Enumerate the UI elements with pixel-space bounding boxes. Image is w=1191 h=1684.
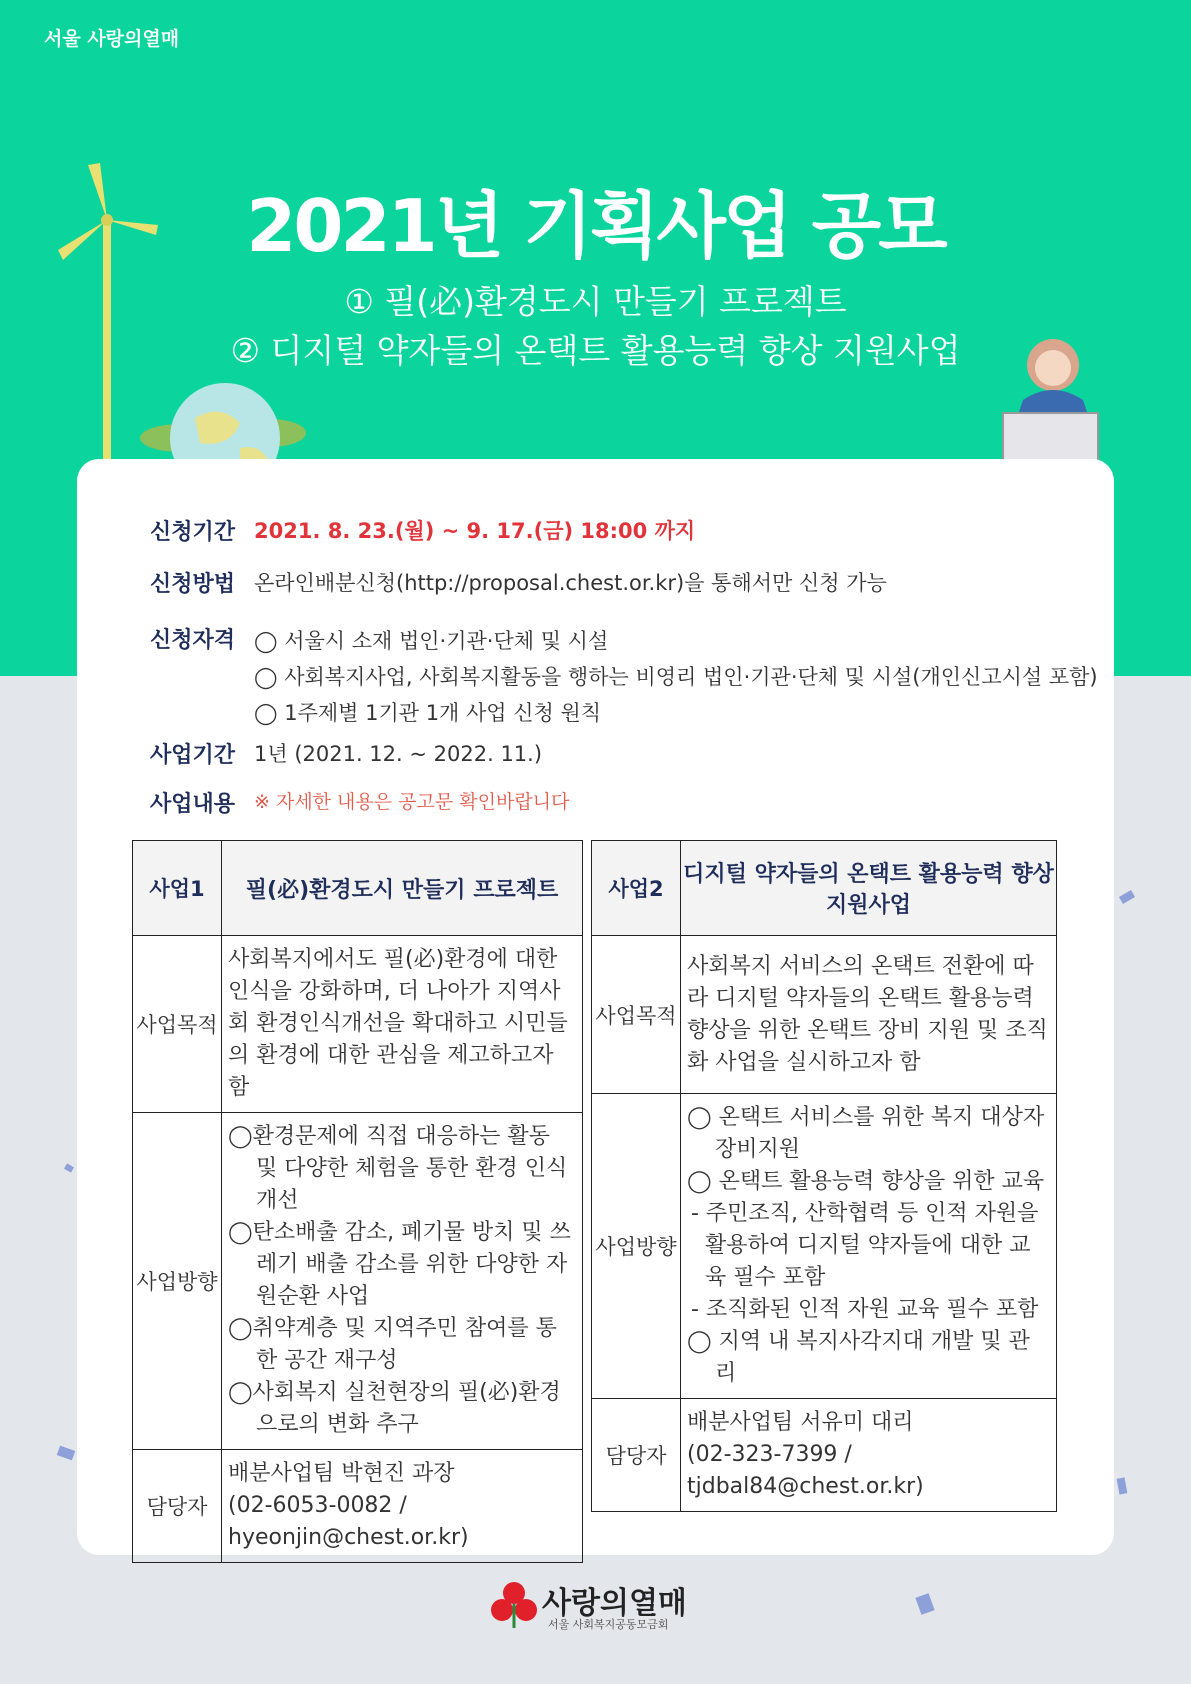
- footer-logo-subtext: 서울 사회복지공동모금회: [548, 1618, 669, 1631]
- biz1-title: 필(必)환경도시 만들기 프로젝트: [222, 841, 583, 936]
- biz2-direction-label: 사업방향: [592, 1094, 681, 1399]
- content-label: 사업내용: [150, 792, 236, 817]
- confetti-decoration: [1117, 1477, 1128, 1494]
- biz1-direction-label: 사업방향: [133, 1113, 222, 1450]
- biz1-purpose: 사회복지에서도 필(必)환경에 대한 인식을 강화하며, 더 나아가 지역사회 환경인식개선을 확대하고 시민들의 환경에 대한 관심을 제고하고자 함: [222, 936, 583, 1113]
- footer-logo-text: 사랑의열매: [542, 1586, 687, 1621]
- biz2-purpose: 사회복지 서비스의 온택트 전환에 따라 디지털 약자들의 온택트 활용능력 향상을 위한 온택트 장비 지원 및 조직화 사업을 실시하고자 함: [681, 936, 1057, 1094]
- direction-item: ◯탄소배출 감소, 폐기물 방치 및 쓰레기 배출 감소를 위한 다양한 자원순환 사업: [228, 1220, 571, 1309]
- biz1-purpose-label: 사업목적: [133, 936, 222, 1113]
- biz1-contact: 배분사업팀 박현진 과장 (02-6053-0082 / hyeonjin@chest.or.kr): [222, 1450, 583, 1563]
- eligibility-label: 신청자격: [150, 628, 236, 653]
- direction-subitem: - 주민조직, 산학협력 등 인적 자원을 활용하여 디지털 약자들에 대한 교육 필수 포함: [691, 1201, 1039, 1290]
- method-value: 온라인배분신청(http://proposal.chest.or.kr)을 통해서만 신청 가능: [254, 571, 887, 595]
- biz2-no: 사업2: [592, 841, 681, 936]
- biz2-title: 디지털 약자들의 온택트 활용능력 향상 지원사업: [681, 841, 1057, 936]
- duration-value: 1년 (2021. 12. ~ 2022. 11.): [254, 742, 543, 766]
- direction-item: ◯사회복지 실천현장의 필(必)환경으로의 변화 추구: [228, 1380, 561, 1437]
- biz1-contact-label: 담당자: [133, 1450, 222, 1563]
- confetti-decoration: [57, 1446, 75, 1461]
- direction-item: ◯취약계층 및 지역주민 참여를 통한 공간 재구성: [228, 1316, 557, 1373]
- love-fruit-logo-icon: [490, 1580, 538, 1630]
- eligibility-item: ◯ 서울시 소재 법인·기관·단체 및 시설: [254, 629, 609, 653]
- content-notice: ※ 자세한 내용은 공고문 확인바랍니다: [254, 791, 570, 813]
- biz1-table: [132, 840, 583, 1563]
- org-label: 서울 사랑의열매: [44, 28, 180, 50]
- duration-label: 사업기간: [150, 743, 236, 768]
- biz1-no: 사업1: [133, 841, 222, 936]
- biz1-directions: [222, 1113, 583, 1450]
- biz2-contact: 배분사업팀 서유미 대리 (02-323-7399 / tjdbal84@chest.or.kr): [681, 1399, 1057, 1512]
- eligibility-item: ◯ 1주제별 1기관 1개 사업 신청 원칙: [254, 701, 602, 725]
- confetti-decoration: [915, 1593, 934, 1615]
- direction-item: ◯ 온택트 활용능력 향상을 위한 교육: [687, 1169, 1045, 1194]
- method-label: 신청방법: [150, 572, 236, 597]
- direction-item: ◯환경문제에 직접 대응하는 활동 및 다양한 체험을 통한 환경 인식개선: [228, 1124, 568, 1213]
- subtitle-1: ① 필(必)환경도시 만들기 프로젝트: [344, 282, 847, 321]
- eligibility-list: [254, 623, 1098, 731]
- direction-subitem: - 조직화된 인적 자원 교육 필수 포함: [691, 1297, 1039, 1322]
- eligibility-item: ◯ 사회복지사업, 사회복지활동을 행하는 비영리 법인·기관·단체 및 시설(개인신고시설 포함): [254, 665, 1098, 689]
- biz2-contact-label: 담당자: [592, 1399, 681, 1512]
- biz2-purpose-label: 사업목적: [592, 936, 681, 1094]
- circle-icon: ◯: [254, 629, 285, 653]
- direction-item: ◯ 온택트 서비스를 위한 복지 대상자 장비지원: [687, 1105, 1045, 1162]
- circle-icon: ◯: [254, 701, 285, 725]
- biz2-directions: [681, 1094, 1057, 1399]
- circle-icon: ◯: [254, 665, 285, 689]
- confetti-decoration: [64, 1163, 74, 1172]
- confetti-decoration: [1119, 890, 1135, 904]
- period-value: 2021. 8. 23.(월) ~ 9. 17.(금) 18:00 까지: [254, 519, 696, 543]
- biz2-table: [591, 840, 1057, 1512]
- period-label: 신청기간: [150, 520, 236, 545]
- page-title: 2021년 기획사업 공모: [246, 184, 945, 268]
- subtitle-2: ② 디지털 약자들의 온택트 활용능력 향상 지원사업: [230, 331, 961, 370]
- direction-item: ◯ 지역 내 복지사각지대 개발 및 관리: [687, 1329, 1030, 1386]
